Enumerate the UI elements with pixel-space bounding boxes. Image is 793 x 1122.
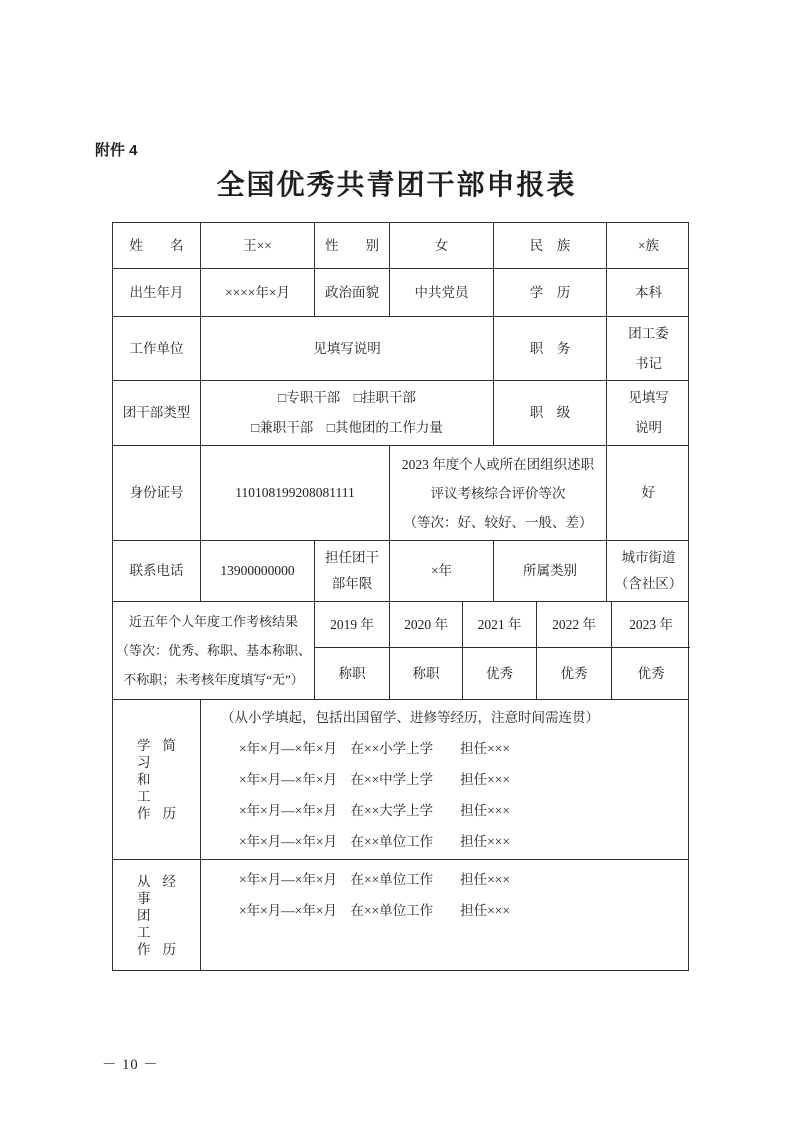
political-label: 政治面貌 bbox=[315, 269, 390, 316]
assessment-label-line3: 不称职；未考核年度填写“无”） bbox=[123, 672, 304, 687]
education-value: 本科 bbox=[635, 284, 662, 300]
attachment-label: 附件 4 bbox=[95, 142, 138, 159]
assessment-year-2023: 2023 年 bbox=[629, 616, 673, 632]
study-work-history-vertical-label bbox=[137, 737, 176, 822]
study-work-label-secondary bbox=[163, 737, 177, 822]
tenure-label-line1: 担任团干 bbox=[325, 550, 379, 565]
study-work-entry: ×年×月—×年×月 在××中学上学 担任××× bbox=[239, 772, 511, 787]
study-work-entry: ×年×月—×年×月 在××小学上学 担任××× bbox=[239, 741, 511, 756]
position-value-line1: 团工委 bbox=[628, 325, 669, 341]
name-label: 姓 名 bbox=[113, 223, 201, 268]
league-work-label-secondary bbox=[163, 873, 177, 958]
position-value-line2: 书记 bbox=[635, 355, 662, 371]
evaluation-value: 好 bbox=[641, 485, 656, 500]
league-work-history-content bbox=[201, 860, 690, 970]
tenure-value: ×年 bbox=[390, 541, 494, 601]
category-value bbox=[607, 541, 690, 601]
row-assessment bbox=[113, 602, 688, 700]
league-work-history-vertical-label bbox=[137, 873, 176, 958]
league-work-label-main: 从事团工作 bbox=[137, 873, 151, 957]
phone-value: 13900000000 bbox=[201, 541, 315, 601]
league-work-history-label bbox=[113, 860, 201, 970]
rank-value bbox=[607, 381, 690, 445]
id-label: 身份证号 bbox=[113, 446, 201, 540]
row-phone-tenure bbox=[113, 541, 688, 602]
cadre-type-checkbox-line2: □兼职干部 □其他团的工作力量 bbox=[251, 420, 443, 435]
study-work-label-main: 学习和工作 bbox=[137, 738, 151, 821]
assessment-result-2023: 优秀 bbox=[637, 665, 665, 681]
rank-value-line1: 见填写 bbox=[628, 390, 669, 405]
study-work-entry: ×年×月—×年×月 在××单位工作 担任××× bbox=[239, 834, 511, 849]
tenure-label bbox=[315, 541, 390, 601]
assessment-label-line2: （等次：优秀、称职、基本称职、 bbox=[115, 643, 311, 658]
league-work-label-bottom: 历 bbox=[162, 941, 176, 957]
category-value-line1: 城市街道 bbox=[621, 550, 676, 565]
category-label: 所属类别 bbox=[494, 541, 607, 601]
rank-value-line2: 说明 bbox=[635, 420, 662, 435]
name-value: 王×× bbox=[201, 223, 315, 268]
education-label: 学 历 bbox=[494, 269, 607, 316]
league-work-entry: ×年×月—×年×月 在××单位工作 担任××× bbox=[239, 903, 511, 918]
row-basic-1 bbox=[113, 223, 688, 269]
assessment-label bbox=[113, 602, 315, 699]
assessment-result-2019: 称职 bbox=[315, 648, 390, 699]
row-basic-2 bbox=[113, 269, 688, 317]
row-id-evaluation bbox=[113, 446, 688, 541]
evaluation-label bbox=[390, 446, 607, 540]
assessment-result-2021: 优秀 bbox=[463, 648, 537, 699]
rank-label: 职 级 bbox=[494, 381, 607, 445]
row-study-work-history bbox=[113, 700, 688, 860]
gender-value: 女 bbox=[390, 223, 494, 268]
study-work-label-bottom: 历 bbox=[162, 806, 176, 821]
study-work-entry: ×年×月—×年×月 在××大学上学 担任××× bbox=[239, 803, 511, 818]
page-title: 全国优秀共青团干部申报表 bbox=[216, 169, 577, 200]
study-work-history-label bbox=[113, 700, 201, 859]
assessment-year-2022: 2022 年 bbox=[537, 602, 612, 647]
position-value bbox=[607, 317, 690, 380]
phone-label: 联系电话 bbox=[113, 541, 201, 601]
work-unit-value: 见填写说明 bbox=[201, 317, 494, 380]
tenure-label-line2: 部年限 bbox=[331, 576, 373, 591]
assessment-grid bbox=[315, 602, 690, 699]
birth-value: ××××年×月 bbox=[201, 269, 315, 316]
evaluation-label-line3: （等次：好、较好、一般、差） bbox=[403, 514, 593, 530]
study-work-history-note: （从小学填起，包括出国留学、进修等经历，注意时间需连贯） bbox=[221, 710, 599, 725]
study-work-history-content bbox=[201, 700, 690, 859]
id-value: 110108199208081111 bbox=[201, 446, 390, 540]
row-league-work-history bbox=[113, 860, 688, 970]
evaluation-label-line2: 评议考核综合评价等次 bbox=[430, 485, 566, 501]
row-work-unit bbox=[113, 317, 688, 381]
assessment-year-2019: 2019 年 bbox=[315, 602, 390, 647]
league-work-label-top: 经 bbox=[162, 873, 176, 889]
page-number: － 10 － bbox=[102, 1057, 159, 1073]
category-value-line2: （含社区） bbox=[614, 576, 683, 591]
assessment-result-row bbox=[315, 648, 690, 699]
assessment-year-header-row bbox=[315, 602, 690, 648]
ethnicity-value: ×族 bbox=[637, 237, 660, 253]
cadre-type-label: 团干部类型 bbox=[113, 381, 201, 445]
row-cadre-type bbox=[113, 381, 688, 446]
cadre-type-checkbox-line1: □专职干部 □挂职干部 bbox=[278, 390, 416, 405]
political-value: 中共党员 bbox=[390, 269, 494, 316]
cadre-type-options bbox=[201, 381, 494, 445]
position-label: 职 务 bbox=[494, 317, 607, 380]
evaluation-label-line1: 2023 年度个人或所在团组织述职 bbox=[401, 456, 595, 472]
league-work-entry: ×年×月—×年×月 在××单位工作 担任××× bbox=[239, 872, 511, 887]
assessment-year-2020: 2020 年 bbox=[390, 602, 463, 647]
work-unit-label: 工作单位 bbox=[113, 317, 201, 380]
birth-label: 出生年月 bbox=[113, 269, 201, 316]
study-work-label-top: 简 bbox=[162, 738, 176, 753]
ethnicity-label: 民 族 bbox=[494, 223, 607, 268]
assessment-result-2022: 优秀 bbox=[537, 648, 612, 699]
assessment-result-2020: 称职 bbox=[390, 648, 463, 699]
gender-label: 性 别 bbox=[315, 223, 390, 268]
assessment-year-2021: 2021 年 bbox=[463, 602, 537, 647]
assessment-label-line1: 近五年个人年度工作考核结果 bbox=[128, 614, 298, 629]
application-form-table bbox=[112, 222, 689, 971]
